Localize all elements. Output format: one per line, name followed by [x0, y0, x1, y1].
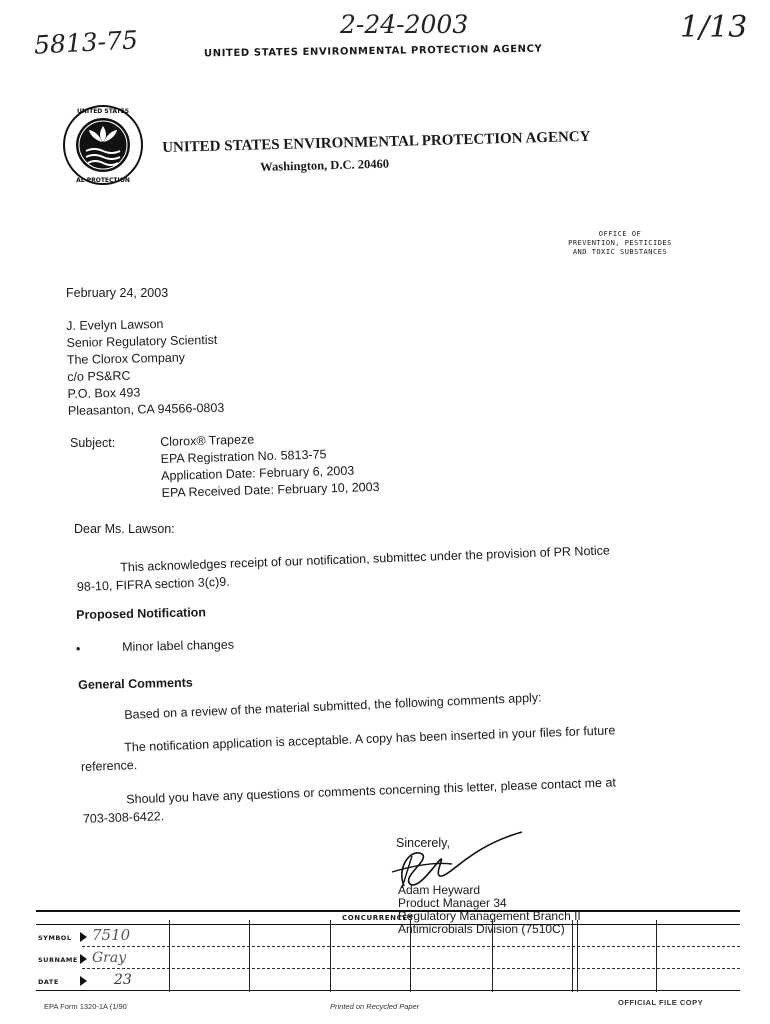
proposed-notification-heading: Proposed Notification — [76, 605, 207, 622]
subject-line: EPA Registration No. 5813-75 — [160, 447, 327, 466]
paragraph-line: reference. — [80, 758, 138, 774]
letter-date: February 24, 2003 — [66, 286, 169, 300]
handwritten-date-cell: 23 — [114, 972, 132, 988]
paragraph-line: 98-10, FIFRA section 3(c)9. — [76, 574, 230, 594]
row-label-surname: SURNAME — [38, 956, 78, 964]
recipient-line: Pleasanton, CA 94566-0803 — [67, 400, 225, 418]
general-comments-heading: General Comments — [78, 675, 193, 692]
subject-block — [160, 428, 380, 502]
row-label-symbol: SYMBOL — [38, 934, 72, 942]
signer-division: Antimicrobials Division (7510C) — [398, 922, 565, 936]
office-block — [560, 230, 680, 257]
row-label-date: DATE — [38, 978, 59, 986]
recipient-line: P.O. Box 493 — [67, 385, 141, 401]
handwritten-page-number: 1/13 — [680, 10, 748, 45]
epa-seal-icon — [62, 104, 144, 186]
svg-text:AL PROTECTION: AL PROTECTION — [76, 177, 130, 184]
footer-official-file-copy: OFFICIAL FILE COPY — [618, 998, 704, 1007]
handwritten-surname: Gray — [92, 950, 127, 966]
office-line: OFFICE OF — [598, 230, 642, 238]
paragraph-line: 703-308-6422. — [82, 809, 165, 826]
subject-line: Application Date: February 6, 2003 — [160, 463, 355, 483]
recipient-line: c/o PS&RC — [67, 368, 131, 384]
recipient-block — [66, 315, 224, 420]
signer-name: Adam Heyward — [398, 883, 481, 897]
recipient-line: The Clorox Company — [66, 350, 186, 367]
subject-line: EPA Received Date: February 10, 2003 — [161, 479, 380, 500]
cover-header: UNITED STATES ENVIRONMENTAL PROTECTION AGENCY — [203, 43, 543, 60]
paragraph-line: Should you have any questions or comments concerning this letter, please contact me at — [126, 775, 617, 807]
office-line: PREVENTION, PESTICIDES — [568, 239, 672, 247]
signer-branch: Regulatory Management Branch II — [398, 909, 581, 923]
subject-label: Subject: — [70, 436, 116, 450]
signer-title: Product Manager 34 — [398, 896, 507, 910]
handwritten-date: 2-24-2003 — [340, 10, 469, 39]
office-line: AND TOXIC SUBSTANCES — [572, 248, 668, 256]
concurrences-title: CONCURRENCES — [342, 914, 414, 922]
general-comment-contact — [82, 773, 617, 828]
letterhead-agency: UNITED STATES ENVIRONMENTAL PROTECTION AGENCY — [162, 128, 591, 156]
paragraph-line: The notification application is acceptable. A copy has been inserted in your files for future — [124, 723, 616, 755]
recipient-line: J. Evelyn Lawson — [66, 316, 164, 333]
closing: Sincerely, — [396, 836, 450, 850]
salutation: Dear Ms. Lawson: — [74, 522, 175, 536]
footer-recycled-paper: Printed on Recycled Paper — [330, 1002, 420, 1011]
general-comment-acceptable — [80, 721, 616, 776]
paragraph-acknowledgement — [76, 541, 611, 596]
paragraph-line: This acknowledges receipt of our notification, submittec under the provision of PR Notice — [120, 543, 611, 575]
footer-form-number: EPA Form 1320-1A (1/90 — [44, 1002, 127, 1011]
bullet: • — [76, 642, 81, 656]
recipient-line: Senior Regulatory Scientist — [66, 332, 218, 350]
handwritten-registration-number: 5813-75 — [33, 25, 139, 60]
subject-line: Clorox® Trapeze — [160, 432, 255, 449]
concurrence-table — [36, 908, 740, 992]
general-comment-line: Based on a review of the material submitted, the following comments apply: — [124, 690, 542, 722]
proposed-item: Minor label changes — [122, 637, 235, 654]
letterhead-address: Washington, D.C. 20460 — [260, 156, 390, 174]
svg-text:UNITED STATES: UNITED STATES — [76, 108, 130, 115]
handwritten-symbol: 7510 — [92, 926, 131, 944]
